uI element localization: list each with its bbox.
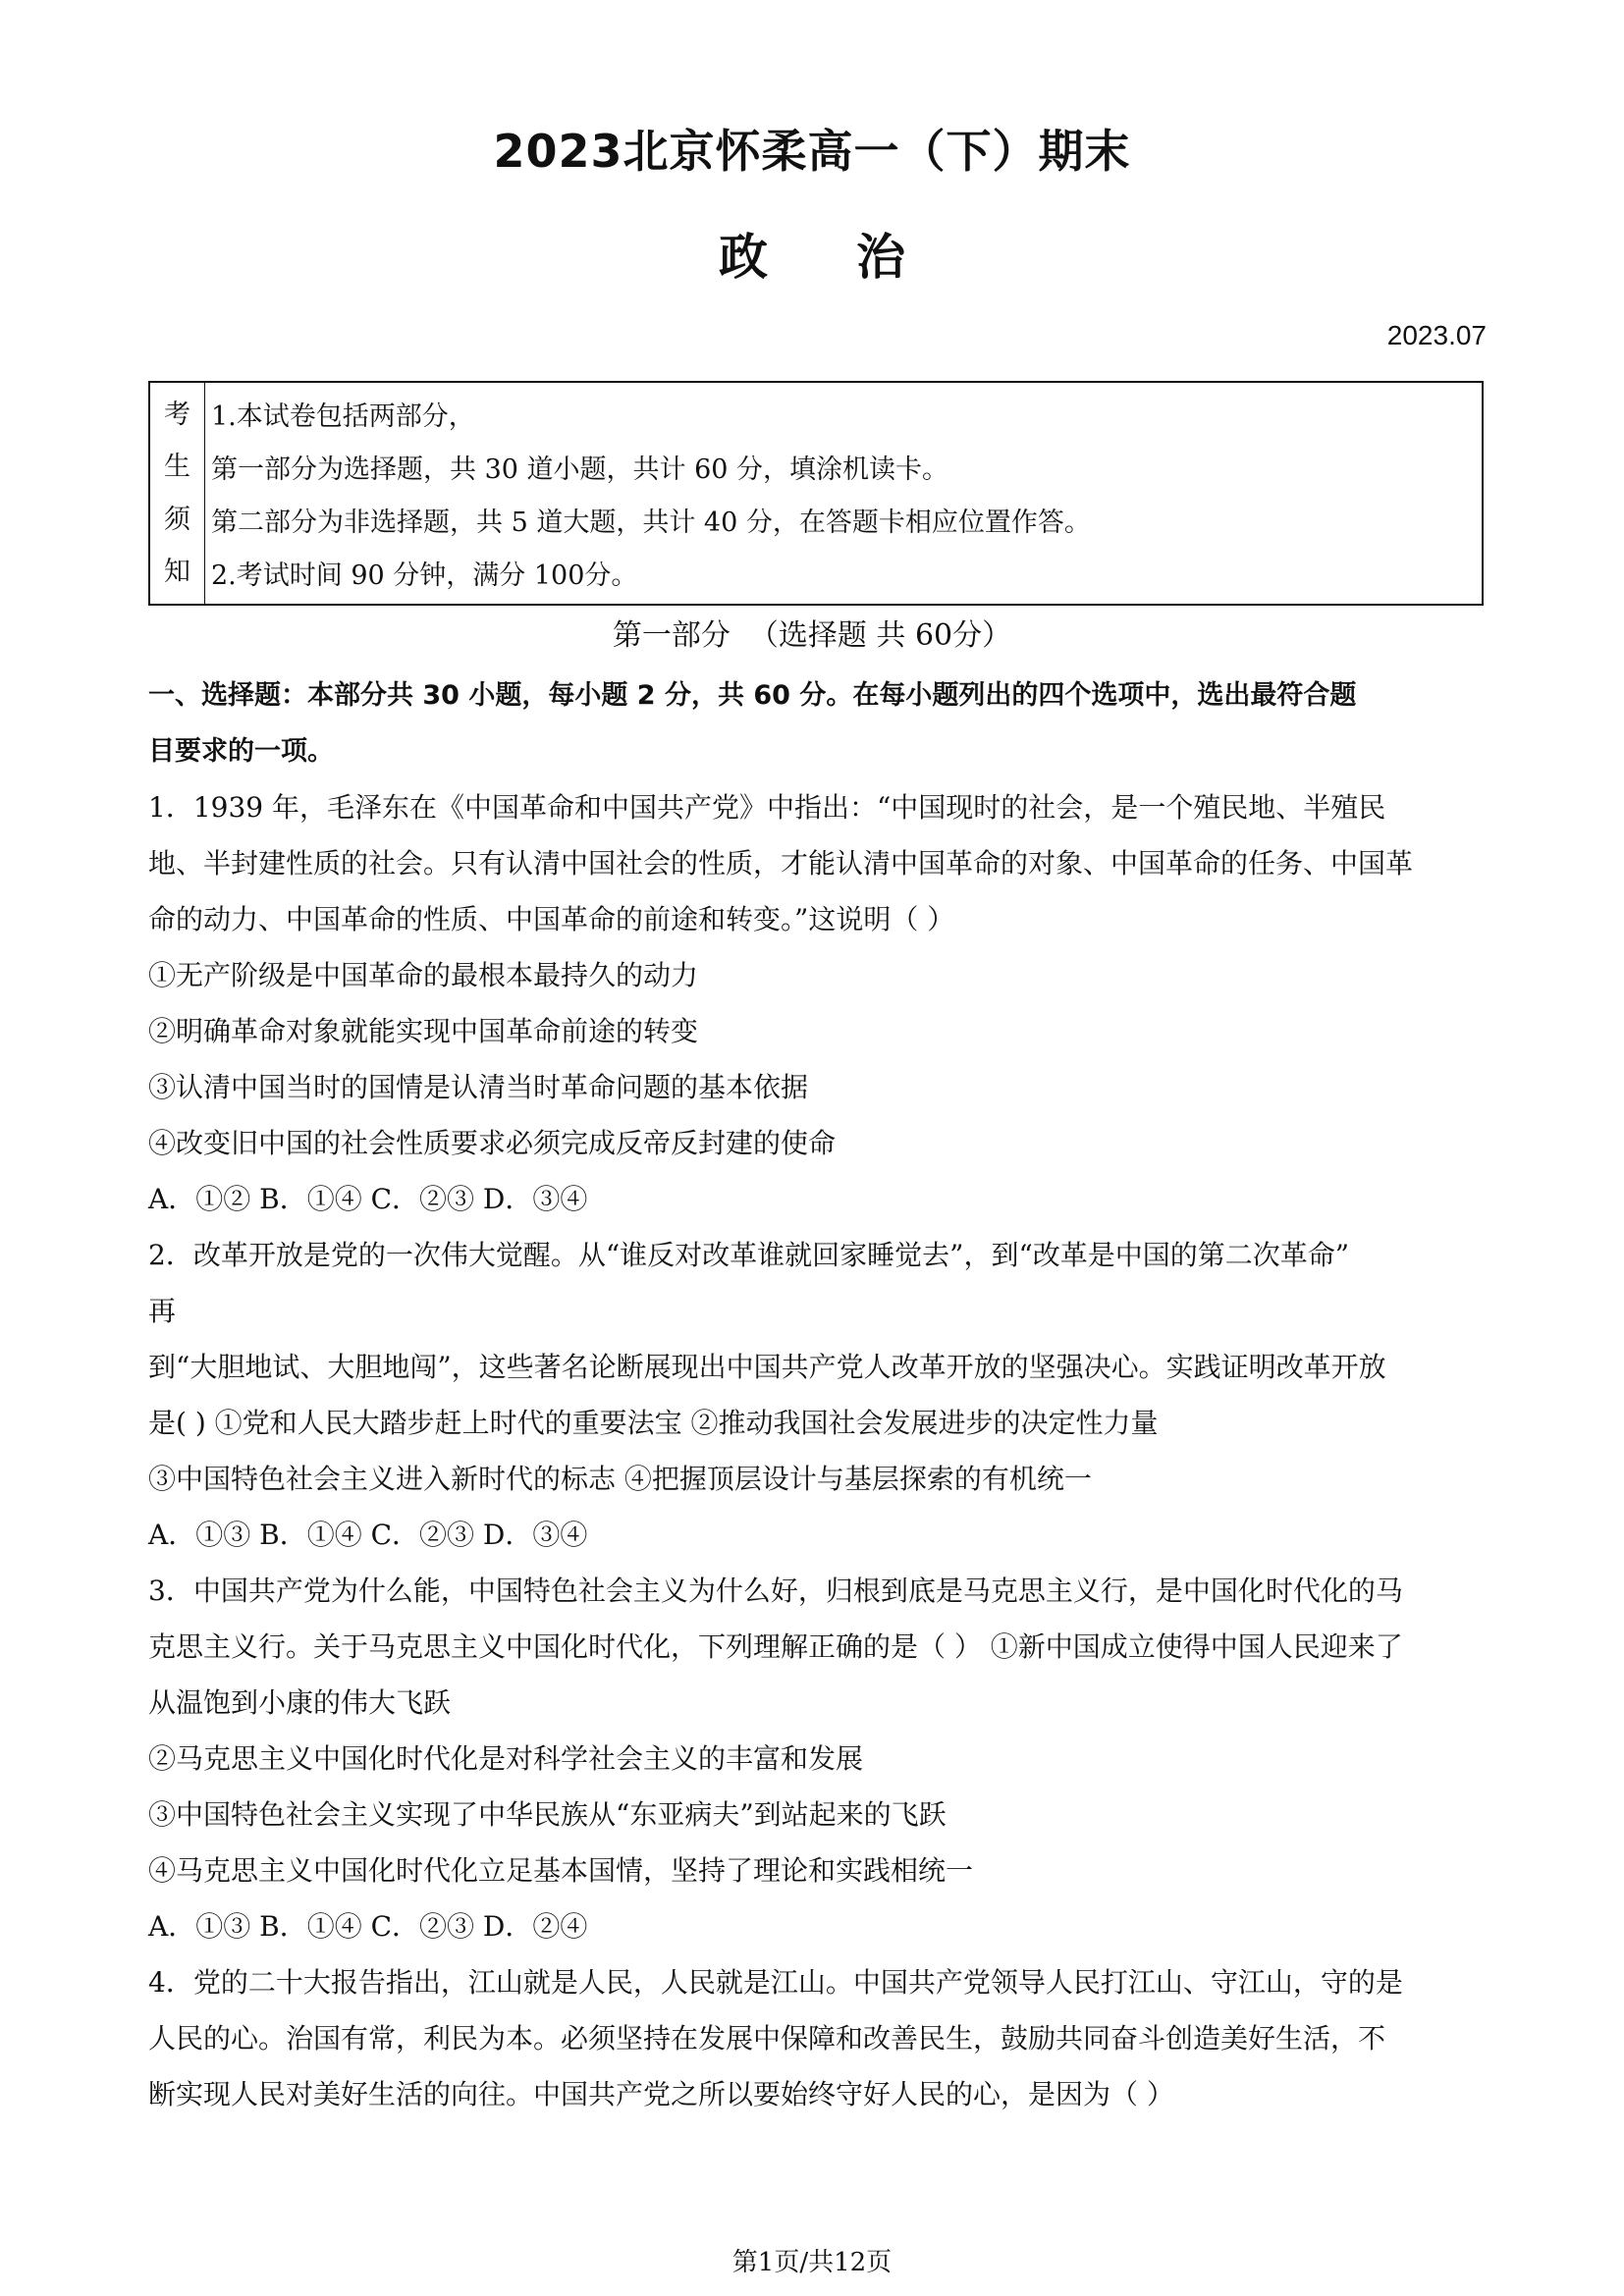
question-option-statement: ②明确革命对象就能实现中国革命前途的转变	[148, 1015, 699, 1047]
question-1	[148, 779, 1484, 1227]
notice-line: 第二部分为非选择题，共 5 道大题，共计 40 分，在答题卡相应位置作答。	[211, 507, 1091, 539]
question-4	[148, 1954, 1484, 2122]
question-option-statement: ④马克思主义中国化时代化立足基本国情，坚持了理论和实践相统一	[148, 1854, 974, 1887]
answer-choices: A．①③ B．①④ C．②③ D．②④	[148, 1910, 588, 1943]
notice-line: 第一部分为选择题，共 30 道小题，共计 60 分，填涂机读卡。	[211, 454, 949, 485]
question-line: 断实现人民对美好生活的向往。中国共产党之所以要始终守好人民的心，是因为（ ）	[148, 2078, 1174, 2110]
question-option-statement: ①无产阶级是中国革命的最根本最持久的动力	[148, 959, 699, 991]
question-line: 3．中国共产党为什么能，中国特色社会主义为什么好，归根到底是马克思主义行，是中国化时代化的马	[148, 1575, 1403, 1607]
notice-label-char: 生	[164, 452, 190, 483]
question-content	[148, 667, 1484, 2122]
part-heading: 第一部分 （选择题 共 60分）	[612, 618, 1012, 653]
question-option-statement: ③中国特色社会主义实现了中华民族从“东亚病夫”到站起来的飞跃	[148, 1798, 947, 1831]
question-option-statement: ②马克思主义中国化时代化是对科学社会主义的丰富和发展	[148, 1742, 864, 1775]
question-line: 再	[148, 1295, 177, 1327]
question-line: 是( ) ①党和人民大踏步赶上时代的重要法宝 ②推动我国社会发展进步的决定性力量	[148, 1407, 1159, 1439]
question-line: 到“大胆地试、大胆地闯”，这些著名论断展现出中国共产党人改革开放的坚强决心。实践证明改革开放	[148, 1351, 1386, 1383]
notice-line: 1.本试卷包括两部分，	[211, 400, 475, 432]
notice-label-column	[150, 383, 205, 604]
question-line: 克思主义行。关于马克思主义中国化时代化，下列理解正确的是（ ） ①新中国成立使得中国人民迎来了	[148, 1630, 1403, 1663]
notice-label-char: 考	[164, 400, 190, 431]
question-3	[148, 1563, 1484, 1954]
notice-line: 2.考试时间 90 分钟，满分 100分。	[211, 561, 638, 592]
question-option-statement: ③认清中国当时的国情是认清当时革命问题的基本依据	[148, 1071, 809, 1103]
question-line: 2．改革开放是党的一次伟大觉醒。从“谁反对改革谁就回家睡觉去”，到“改革是中国的第二次革命”	[148, 1239, 1350, 1271]
question-line: 人民的心。治国有常，利民为本。必须坚持在发展中保障和改善民生，鼓励共同奋斗创造美好生活，不	[148, 2022, 1386, 2055]
answer-choices: A．①② B．①④ C．②③ D．③④	[148, 1183, 588, 1215]
question-line: 地、半封建性质的社会。只有认清中国社会的性质，才能认清中国革命的对象、中国革命的任务、中国革	[148, 847, 1414, 880]
notice-label-char: 知	[164, 556, 190, 587]
notice-body	[205, 383, 1482, 604]
section-intro-line: 一、选择题：本部分共 30 小题，每小题 2 分，共 60 分。在每小题列出的四个选项中，选出最符合题	[148, 680, 1357, 711]
answer-choices: A．①③ B．①④ C．②③ D．③④	[148, 1519, 588, 1551]
section-intro-line: 目要求的一项。	[148, 736, 334, 767]
page-number-footer: 第1页/共12页	[731, 2248, 893, 2277]
question-2	[148, 1227, 1484, 1563]
document-title: 2023北京怀柔高一（下）期末	[493, 125, 1131, 178]
question-option-statement: 从温饱到小康的伟大飞跃	[148, 1686, 452, 1719]
question-option-statement: ④改变旧中国的社会性质要求必须完成反帝反封建的使命	[148, 1127, 837, 1159]
question-line: 命的动力、中国革命的性质、中国革命的前途和转变。”这说明（ ）	[148, 903, 955, 935]
question-line: 4．党的二十大报告指出，江山就是人民，人民就是江山。中国共产党领导人民打江山、守江山，守的是	[148, 1966, 1403, 1999]
exam-date: 2023.07	[1386, 320, 1487, 350]
question-line: 1．1939 年，毛泽东在《中国革命和中国共产党》中指出：“中国现时的社会，是一个殖民地、半殖民	[148, 791, 1386, 824]
notice-label-char: 须	[164, 504, 190, 535]
question-option-statement: ③中国特色社会主义进入新时代的标志 ④把握顶层设计与基层探索的有机统一	[148, 1463, 1092, 1495]
subject-title: 政治	[719, 229, 994, 286]
examinee-notice-box	[148, 381, 1484, 606]
